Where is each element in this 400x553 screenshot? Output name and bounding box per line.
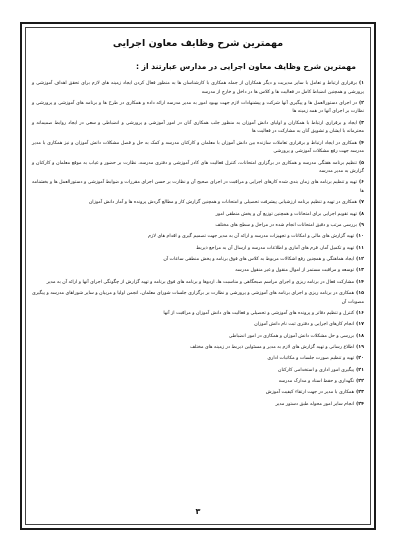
duty-item-number: ۱۵) [356, 291, 364, 297]
duty-item [32, 160, 364, 177]
duty-item-number: ۲۴) [356, 401, 364, 407]
duty-item [32, 344, 364, 353]
duty-item-text: تهیه تقویم اجرایی برای امتحانات و همچنین توزیع آن و پخش منطقی امور [215, 211, 357, 217]
duty-item-number: ۱۴) [356, 279, 364, 285]
duty-item [32, 245, 364, 254]
page-border [20, 22, 376, 530]
duty-item [32, 333, 364, 342]
duty-item-text: برقراری ارتباط و تعامل با سایر مدیریت و دیگر همکاران از جمله همکاری با کارشناسان ها به منظور فعال کردن ایجاد زمینه های لازم برای تحقق اهداف آموزشی و پرورشی و همچنین انضباط کامل در فعالیت ها و کلاس ها در داخل و خارج از مدرسه [32, 81, 364, 95]
duty-item-text: کنترل و تنظیم دفاتر و پرونده های آموزشی و تحصیلی و فعالیت های دانش آموزان و مراقبت از آنها [163, 310, 355, 316]
duty-item-number: ۷) [358, 200, 364, 206]
duty-item-text: ایجاد هماهنگی و همچنین رفع اشکالات مربوط به کلاس های فوق برنامه و پخش منطقی ساعات آن [163, 257, 355, 263]
duty-item-text: بررسی مرتب و دقیق امتحانات انجام شده در مراحل و سطح های مختلف [215, 223, 357, 229]
duty-item-number: ۱۲) [356, 257, 364, 263]
duty-item-text: تهیه و تنظیم صورت جلسات و مکاتبات اداری [267, 356, 355, 362]
duty-item-number: ۳) [358, 120, 364, 126]
duty-item-number: ۱۹) [356, 345, 364, 351]
section-subtitle: مهمترین شرح وظایف معاون اجرایی در مدارس عبارتند از : [135, 62, 356, 71]
duty-item [32, 211, 364, 220]
duty-item-text: پیگیری امور اداری و استخدامی کارکنان [278, 367, 355, 373]
page-title: مهمترین شرح وظایف معاون اجرایی [112, 38, 284, 49]
duty-item [32, 290, 364, 307]
duty-item-number: ۵) [358, 160, 364, 166]
duty-item-text: همکاری در برنامه ریزی و اجرای برنامه های آموزشی و پرورشی و نظارت بر برگزاری جلسات شورای معلمان، انجمن اولیا و مربیان و سایر شوراهای مدرسه و پیگیری مصوبات آن [32, 291, 364, 305]
duty-item-number: ۲۰) [356, 356, 364, 362]
duty-item [32, 389, 364, 398]
duty-item [32, 222, 364, 231]
duty-item-number: ۲۳) [356, 390, 364, 396]
duty-item-text: همکاری در تهیه و تنظیم برنامه ارزشیابی پیشرفت تحصیلی و امتحانات و همچنین گزارش کار و مطالع گردش پرونده ها و آمار دانش آموزان [88, 200, 357, 206]
duty-item-text: همکاری با مدیر در جهت ارتقاء کیفیت آموزش [265, 390, 355, 396]
duty-item-text: تنظیم برنامه هفتگی مدرسه و همکاری در برگزاری امتحانات، کنترل فعالیت های کادر آموزشی و دفتری مدرسه، نظارت بر حضور و غیاب به موقع معلمان و کارکنان و گزارش به مدیر مدرسه [32, 160, 364, 175]
duty-item [32, 401, 364, 410]
duty-item-number: ۲۲) [356, 379, 364, 385]
duty-item-text: ایجاد و برقراری ارتباط با همکاران و اولیای دانش آموزان به منظور جلب همکاری آنان در امور آموزشی و پرورشی و انضباطی و سعی در ایجاد روابط صمیمانه و محترمانه با ایشان و تشویق آنان به مشارکت در فعالیت ها [32, 120, 364, 135]
duty-item-text: نگهداری و حفظ اسناد و مدارک مدرسه [278, 379, 355, 385]
duty-item-number: ۱۷) [356, 322, 364, 328]
duty-item-number: ۶) [358, 180, 364, 186]
duty-item-text: همکاری در ایجاد ارتباط و برقراری تعاملات سازنده بین دانش آموزان با معلمان و کارکنان مدرسه و کمک به حل و فصل مشکلات دانش آموزان و نیز همکاری با مدیر مدرسه جهت رفع مشکلات آموزشی و پرورشی [32, 140, 364, 155]
duty-item [32, 100, 364, 117]
duty-list [32, 80, 364, 412]
duty-item [32, 279, 364, 288]
duty-item [32, 179, 364, 196]
duty-item-number: ۹) [358, 223, 364, 229]
duty-item [32, 233, 364, 242]
duty-item [32, 120, 364, 137]
duty-item [32, 267, 364, 276]
duty-item-number: ۱۳) [356, 268, 364, 274]
duty-item-text: انجام سایر امور محوله طبق دستور مدیر [275, 401, 355, 407]
duty-item-number: ۱۶) [356, 310, 364, 316]
duty-item [32, 321, 364, 330]
duty-item-text: تهیه گزارش های مالی و امکانات و تجهیزات مدرسه و ارائه آن به مدیر جهت تصمیم گیری و اقدام های لازم [148, 234, 355, 240]
duty-item-number: ۴) [358, 140, 364, 146]
duty-item-number: ۱۰) [356, 234, 364, 240]
duty-item [32, 355, 364, 364]
duty-item-text: انجام کارهای اجرایی و دفتری ثبت نام دانش آموزان [254, 322, 355, 328]
duty-item-text: تهیه و تکمیل آمار، فرم های آماری و اطلاعات مدرسه و ارسال آن به مراجع ذیربط [195, 245, 355, 251]
duty-item [32, 310, 364, 319]
duty-item [32, 199, 364, 208]
duty-item [32, 378, 364, 387]
duty-item [32, 256, 364, 265]
duty-item [32, 80, 364, 97]
duty-item-number: ۲) [358, 100, 364, 106]
duty-item-number: ۱۱) [356, 245, 364, 251]
duty-item-number: ۲۱) [356, 367, 364, 373]
duty-item-number: ۸) [358, 211, 364, 217]
duty-item-number: ۱۸) [356, 333, 364, 339]
duty-item [32, 140, 364, 157]
duty-item-number: ۱) [358, 81, 364, 86]
duty-item-text: اطلاع رسانی و تهیه گزارش های لازم به مدیر و مسئولین ذیربط در زمینه های مختلف [190, 345, 355, 351]
duty-item-text: تهیه و تنظیم برنامه های زمان بندی شده کارهای اجرایی و مراقبت در اجرای صحیح آن و نظارت بر حسن اجرای مقررات و ضوابط آموزشی و دستورالعمل ها و بخشنامه ها [32, 180, 364, 194]
duty-item [32, 367, 364, 376]
duty-item-text: مشارکت فعال در برنامه ریزی و اجرای مراسم صبحگاهی و مناسبت ها، اردوها و برنامه های فوق برنامه و تهیه گزارش از چگونگی اجرای آنها و ارائه آن به مدیر [46, 279, 355, 285]
duty-item-text: بررسی و حل مشکلات دانش آموزان و همکاری در امور انضباطی [228, 333, 355, 339]
duty-item-text: توسعه و مراقبت مستمر از اموال منقول و غیر منقول مدرسه [235, 268, 355, 274]
duty-item-text: در اجرای دستورالعمل ها و پیگیری آنها شرکت و پیشنهادات لازم جهت بهبود امور به مدیر مدرسه ارائه داده و همکاری در طرح ها و برنامه های آموزشی و پرورشی و نظارت بر اجرای آنها در همه زمینه ها [32, 100, 364, 115]
page-number: ۳ [195, 507, 201, 516]
